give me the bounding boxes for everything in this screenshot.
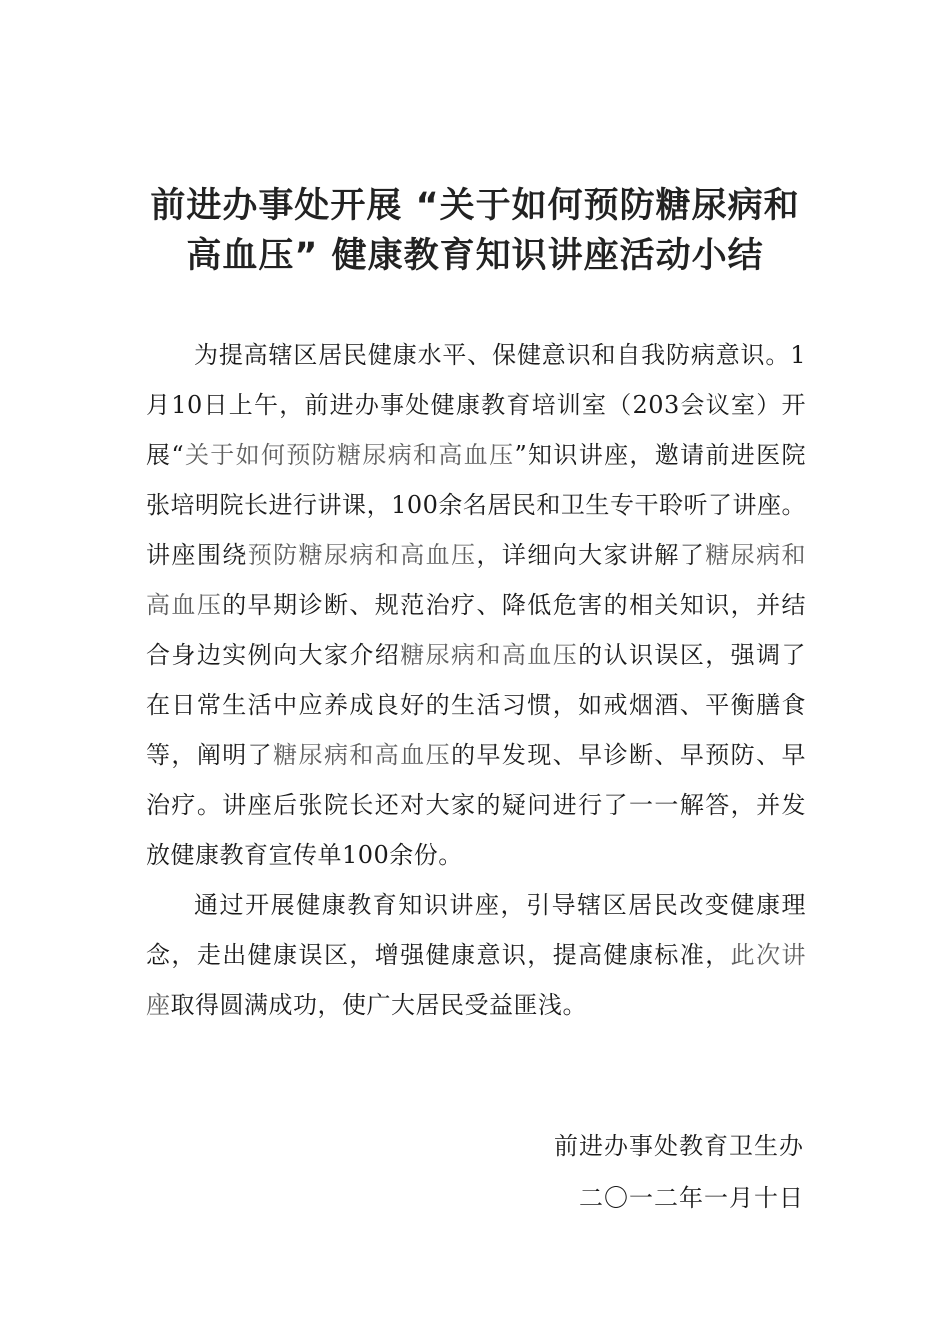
paragraph-1-text: 为提高辖区居民健康水平、保健意识和自我防病意识。1月10日上午，前进办事处健康教育培训室（203会议室）开展 <box>146 341 806 469</box>
paragraph-2-text: 取得圆满成功，使广大居民受益匪浅。 <box>170 991 587 1019</box>
highlight-lecture-topic: 关于如何预防糖尿病和高血压 <box>184 441 515 469</box>
highlight-this-lecture: 此次讲座 <box>146 941 807 1019</box>
document-title-line-2: 高血压” 健康教育知识讲座活动小结 <box>186 236 764 276</box>
paragraph-1 <box>146 330 806 880</box>
paragraph-1-text: ”知识讲座，邀请前进医院张培明院长进行讲课，100余名居民和卫生专干聆听了讲座。讲座围绕 <box>146 441 806 569</box>
document-title-line-1: 前进办事处开展 “关于如何预防糖尿病和 <box>150 186 800 226</box>
highlight-disease-name: 糖尿病和高血压 <box>400 641 579 669</box>
signature-organization: 前进办事处教育卫生办 <box>554 1132 804 1160</box>
paragraph-2 <box>146 880 806 1030</box>
paragraph-1-text: 的早期诊断、规范治疗、降低危害的相关知识，并结合身边实例向大家介绍 <box>146 591 807 669</box>
paragraph-1-text: 的认识误区，强调了在日常生活中应养成良好的生活习惯，如戒烟酒、平衡膳食等，阐明了 <box>146 641 807 769</box>
signature-date: 二〇一二年一月十日 <box>579 1184 804 1212</box>
highlight-disease-name: 糖尿病和高血压 <box>273 741 452 769</box>
highlight-prevention: 预防糖尿病和高血压 <box>247 541 477 569</box>
paragraph-1-text: 的早发现、早诊断、早预防、早治疗。讲座后张院长还对大家的疑问进行了一一解答，并发放健康教育宣传单100余份。 <box>146 741 807 869</box>
quote-open: “ <box>171 441 185 469</box>
paragraph-2-text: 通过开展健康教育知识讲座，引导辖区居民改变健康理念，走出健康误区，增强健康意识，提高健康标准， <box>146 891 806 969</box>
highlight-disease-name: 糖尿病和高血压 <box>146 541 807 619</box>
paragraph-1-text: ，详细向大家讲解了 <box>476 541 706 569</box>
document-body <box>146 330 806 1030</box>
